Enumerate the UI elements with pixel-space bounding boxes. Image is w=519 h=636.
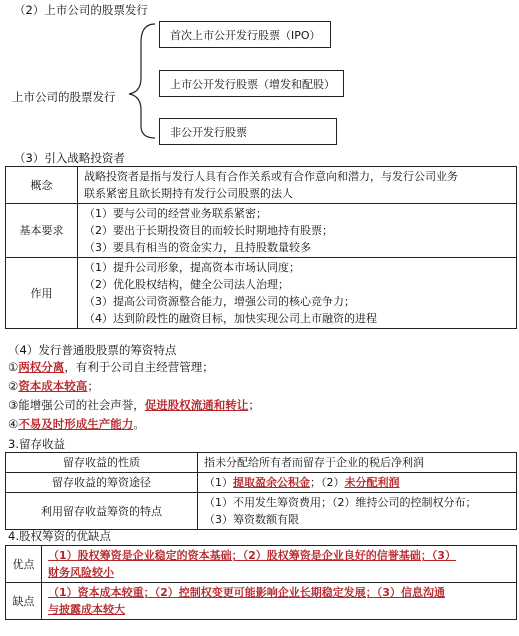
feature-item-4: ④不易及时形成生产能力。 — [8, 417, 145, 431]
table-row — [6, 453, 517, 473]
row-label: 留存收益的性质 — [6, 453, 198, 473]
table-row — [6, 167, 517, 204]
table-row — [6, 546, 517, 583]
pros-cons-table — [5, 545, 517, 620]
table-row — [6, 583, 517, 620]
feature-item-1: ①两权分离，有利于公司自主经营管理； — [8, 360, 214, 374]
row-content: （1）资本成本较重；（2）控制权变更可能影响企业长期稳定发展；（3）信息沟通 与披露成本较大 — [42, 583, 517, 620]
row-content: （1）不用发生筹资费用；（2）维持公司的控制权分布； （3）筹资数额有限 — [198, 493, 517, 530]
feature-item-3: ③能增强公司的社会声誉，促进股权流通和转让； — [8, 398, 260, 412]
tree-branch-private: 非公开发行股票 — [159, 118, 337, 145]
section-pros-cons-heading: 4.股权筹资的优缺点 — [8, 529, 111, 543]
strategic-investor-table — [5, 166, 517, 329]
row-content: （1）提取盈余公积金；（2）未分配利润 — [198, 473, 517, 493]
table-row — [6, 493, 517, 530]
row-label: 利用留存收益筹资的特点 — [6, 493, 198, 530]
row-content: 指未分配给所有者而留存于企业的税后净利润 — [198, 453, 517, 473]
tree-brace — [125, 20, 161, 140]
row-label: 概念 — [6, 167, 78, 204]
row-content: （1）股权筹资是企业稳定的资本基础；（2）股权筹资是企业良好的信誉基础；（3） 财务风险较小 — [42, 546, 517, 583]
table-row — [6, 473, 517, 493]
feature-item-2: ②资本成本较高； — [8, 379, 99, 393]
tree-root-label: 上市公司的股票发行 — [12, 90, 116, 104]
row-label: 基本要求 — [6, 204, 78, 258]
tree-branch-additional: 上市公开发行股票（增发和配股） — [159, 70, 344, 97]
section-retained-heading: 3.留存收益 — [8, 437, 65, 451]
section-2-heading: （2）上市公司的股票发行 — [14, 3, 148, 17]
row-content: 战略投资者是指与发行人具有合作关系或有合作意向和潜力，与发行公司业务 联系紧密且欲长期持有发行公司股票的法人 — [78, 167, 517, 204]
row-label: 缺点 — [6, 583, 42, 620]
row-content: （1）提升公司形象，提高资本市场认同度； （2）优化股权结构，健全公司法人治理； （3）提高公司资源整合能力，增强公司的核心竞争力； （4）达到阶段性的融资目标，加快实现公司上市融资的进程 — [78, 258, 517, 329]
row-label: 留存收益的筹资途径 — [6, 473, 198, 493]
row-label: 优点 — [6, 546, 42, 583]
row-content: （1）要与公司的经营业务联系紧密； （2）要出于长期投资目的而较长时期地持有股票； （3）要具有相当的资金实力，且持股数量较多 — [78, 204, 517, 258]
tree-branch-ipo: 首次上市公开发行股票（IPO） — [159, 21, 331, 48]
row-label: 作用 — [6, 258, 78, 329]
table-row — [6, 258, 517, 329]
section-4-heading: （4）发行普通股股票的筹资特点 — [8, 343, 177, 357]
table-row — [6, 204, 517, 258]
retained-earnings-table — [5, 452, 517, 530]
section-3-heading: （3）引入战略投资者 — [14, 151, 125, 165]
